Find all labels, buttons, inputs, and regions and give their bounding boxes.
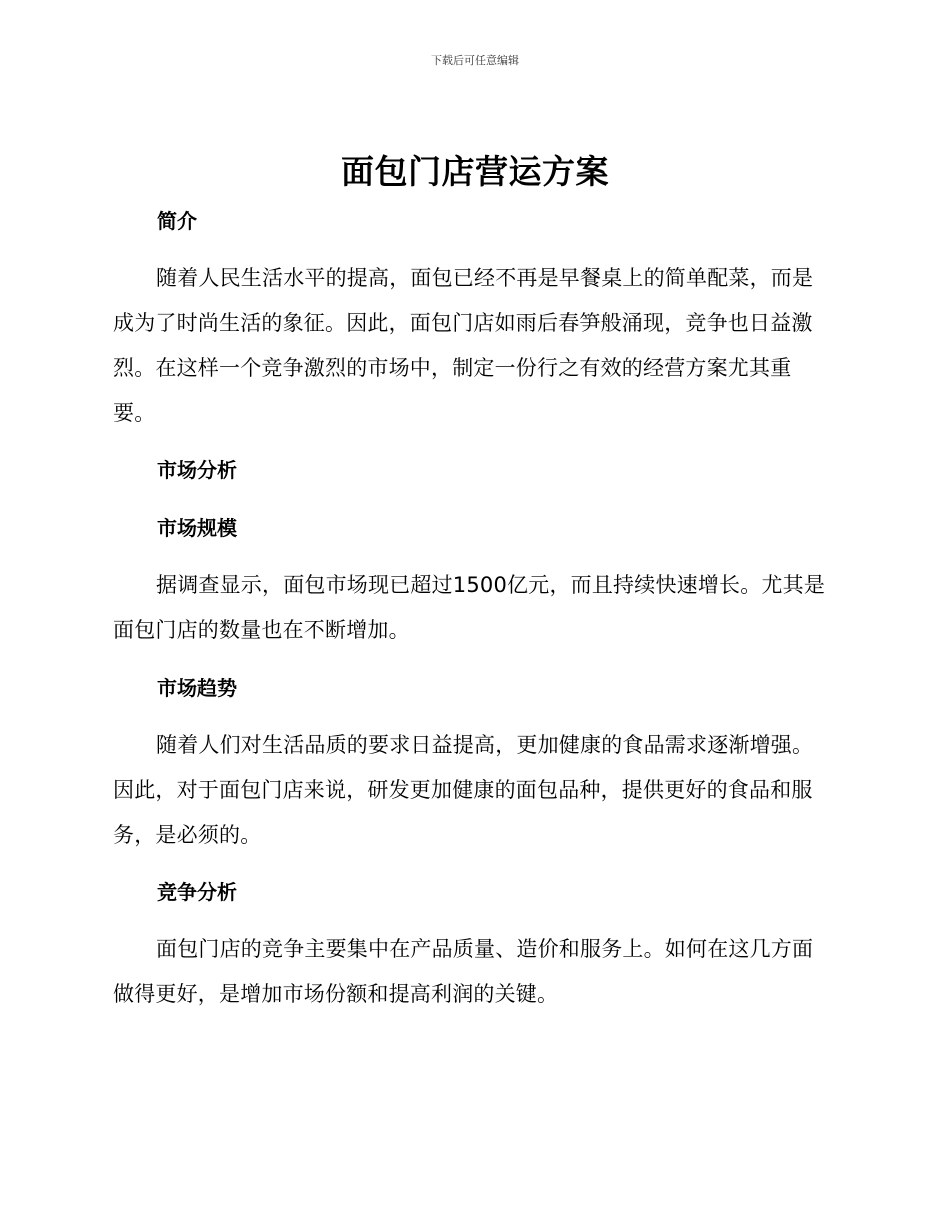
section-heading-market-trend: 市场趋势 (157, 676, 237, 700)
section-heading-market-analysis: 市场分析 (157, 458, 237, 482)
page-header: 下载后可任意编辑 (431, 54, 519, 67)
paragraph-market-size: 据调查显示，面包市场现已超过1500亿元，而且持续快速增长。尤其是面包门店的数量也在不断增加。 (113, 573, 826, 642)
document-title: 面包门店营运方案 (341, 152, 609, 191)
section-heading-intro: 简介 (157, 209, 197, 233)
section-heading-competition: 竞争分析 (157, 880, 237, 904)
paragraph-competition: 面包门店的竞争主要集中在产品质量、造价和服务上。如何在这几方面做得更好，是增加市场份额和提高利润的关键。 (113, 937, 814, 1006)
paragraph-intro: 随着人民生活水平的提高，面包已经不再是早餐桌上的简单配菜，而是成为了时尚生活的象征。因此，面包门店如雨后春笋般涌现，竞争也日益激烈。在这样一个竞争激烈的市场中，制定一份行之有效的经营方案尤其重要。 (113, 266, 814, 425)
section-heading-market-size: 市场规模 (157, 516, 237, 540)
paragraph-market-trend: 随着人们对生活品质的要求日益提高，更加健康的食品需求逐渐增强。因此，对于面包门店来说，研发更加健康的面包品种，提供更好的食品和服务，是必须的。 (113, 733, 814, 847)
